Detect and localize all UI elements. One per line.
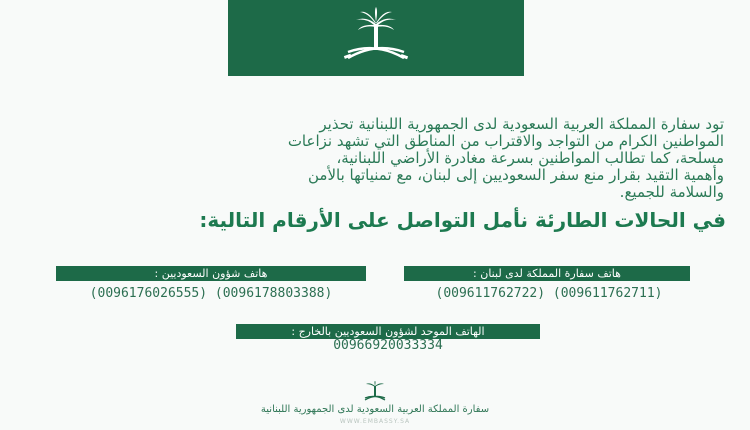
embassy-phone-numbers[interactable]: (009611762722) (009611762711) [435, 286, 663, 301]
paragraph-line: المواطنين الكرام من التواجد والاقتراب من المناطق التي تشهد نزاعات [287, 132, 724, 150]
affairs-phone-label: هاتف شؤون السعوديين : [56, 266, 366, 281]
footer-saudi-emblem-icon [362, 381, 388, 403]
footer-embassy-name: سفارة المملكة العربية السعودية لدى الجمهورية اللبنانية [260, 404, 490, 415]
saudi-emblem-icon [338, 6, 414, 68]
paragraph-line: مسلحة، كما تطالب المواطنين بسرعة مغادرة الأراضي اللبنانية، [336, 149, 724, 167]
paragraph-line: تود سفارة المملكة العربية السعودية لدى الجمهورية اللبنانية تحذير [319, 115, 724, 133]
emergency-heading: في الحالات الطارئة نأمل التواصل على الأرقام التالية: [199, 208, 726, 232]
footer-watermark: WWW.EMBASSY.SA [339, 418, 411, 425]
paragraph-line: والسلامة للجميع. [619, 183, 724, 201]
header-emblem-box [228, 0, 524, 76]
unified-phone-label: الهاتف الموحد لشؤون السعوديين بالخارج : [236, 324, 540, 339]
paragraph-line: وأهمية التقيد بقرار منع سفر السعوديين إلى لبنان، مع تمنياتها بالأمن [307, 166, 724, 184]
unified-phone-number[interactable]: 00966920033334 [333, 338, 443, 353]
affairs-phone-numbers[interactable]: (0096176026555) (0096178803388) [89, 286, 333, 301]
embassy-phone-label: هاتف سفارة المملكة لدى لبنان : [404, 266, 690, 281]
advisory-paragraph [36, 116, 724, 201]
